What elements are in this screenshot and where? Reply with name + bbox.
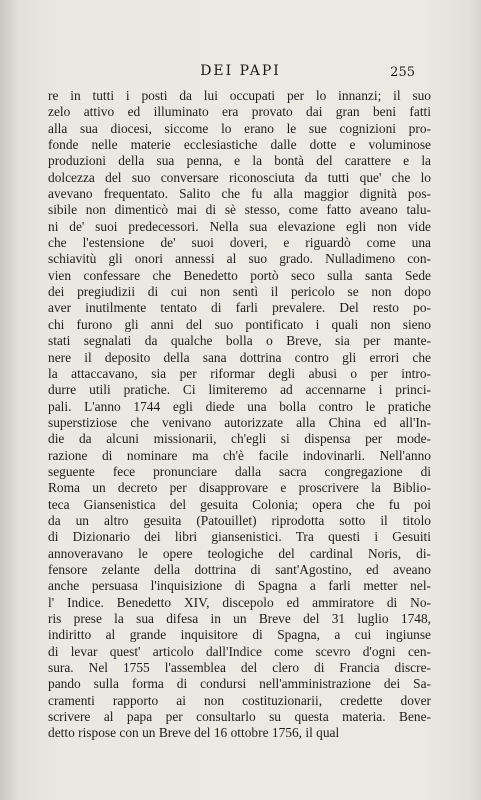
text-line: teca Giansenistica del gesuita Colonia; opera che fu poi [48, 496, 431, 512]
text-line: chi furono gli anni del suo pontificato i quali non sieno [48, 316, 431, 332]
running-title: DEI PAPI [200, 63, 281, 79]
text-line: avevano frequentato. Salito che fu alla maggior dignità pos- [48, 186, 431, 202]
text-line: la attaccavano, sia per riformar degli abusi o per intro- [48, 365, 431, 381]
text-line: aver inutilmente tentato di farli prevalere. Del resto po- [48, 300, 431, 316]
text-line: indiritto al grande inquisitore di Spagna, a cui ingiunse [48, 627, 431, 643]
text-line: nere il deposito della sana dottrina contro gli errori che [48, 349, 431, 365]
text-line: produzioni della sua penna, e la bontà del carattere e la [48, 153, 431, 169]
text-line: ris prese la sua difesa in un Breve del 31 luglio 1748, [48, 611, 431, 626]
body-text [48, 88, 431, 742]
text-line: schiavitù gli onori annessi al suo grado. Nulladimeno con- [48, 251, 431, 267]
text-line: ni de' suoi predecessori. Nella sua elevazione egli non vide [48, 218, 431, 234]
text-line: pando sulla forma di condursi nell'amministrazione dei Sa- [48, 676, 431, 692]
text-line: di Dizionario dei libri giansenistici. Tra questi i Gesuiti [48, 529, 431, 545]
text-line: die da alcuni missionarii, ch'egli si dispensa per mode- [48, 431, 431, 447]
text-line: che l'estensione de' suoi doveri, e riguardò come una [48, 235, 431, 251]
text-line: cramenti rapporto ai non costituzionarii, credette dover [48, 692, 431, 708]
text-line: superstiziose che venivano autorizzate alla China ed all'In- [48, 414, 431, 430]
text-line: re in tutti i posti da lui occupati per lo innanzi; il suo [48, 88, 431, 103]
text-line: stati segnalati da qualche bolla o Breve, sia per mante- [48, 333, 431, 349]
page-number: 255 [390, 65, 415, 80]
text-line: da un altro gesuita (Patouillet) riprodotta sotto il titolo [48, 512, 431, 528]
text-line: sura. Nel 1755 l'assemblea del clero di Francia discre- [48, 660, 431, 676]
text-line: l' Indice. Benedetto XIV, discepolo ed ammiratore di No- [48, 594, 431, 610]
text-line: fonde nelle materie ecclesiastiche dalle dotte e voluminose [48, 137, 431, 153]
text-line: Roma un decreto per disapprovare e proscrivere la Biblio- [48, 480, 431, 496]
text-line: durre utili pratiche. Ci limiteremo ad accennarne i princi- [48, 382, 431, 398]
text-line: seguente fece pronunciare dalla sacra congregazione di [48, 463, 431, 479]
text-line: zelo attivo ed illuminato era provato dai gran beni fatti [48, 104, 431, 120]
text-line: dei pregiudizii di cui non sentì il pericolo se non dopo [48, 284, 431, 300]
text-line: scrivere al papa per consultarlo su questa materia. Bene- [48, 709, 431, 725]
text-line: sibile non dimenticò mai di sè stesso, come fatto aveano talu- [48, 202, 431, 218]
text-line: annoveravano le opere teologiche del cardinal Noris, di- [48, 545, 431, 561]
text-line: di levar quest' articolo dall'Indice come scevro d'ogni cen- [48, 643, 431, 659]
text-line: dolcezza del suo conversare riconosciuta da tutti que' che lo [48, 169, 431, 185]
text-line: anche persuasa l'inquisizione di Spagna a farli metter nel- [48, 578, 431, 594]
page-header [0, 63, 481, 83]
text-line: detto rispose con un Breve del 16 ottobre 1756, il qual [48, 725, 340, 741]
text-line: fensore zelante della dottrina di sant'Agostino, ed aveano [48, 561, 431, 577]
text-line: vien confessare che Benedetto portò seco sulla santa Sede [48, 267, 431, 283]
text-line: pali. L'anno 1744 egli diede una bolla contro le pratiche [48, 398, 431, 414]
text-line: alla sua diocesi, siccome lo erano le sue cognizioni pro- [48, 120, 431, 136]
text-line: razione di nominare ma ch'è facile indovinarli. Nell'anno [48, 447, 431, 463]
